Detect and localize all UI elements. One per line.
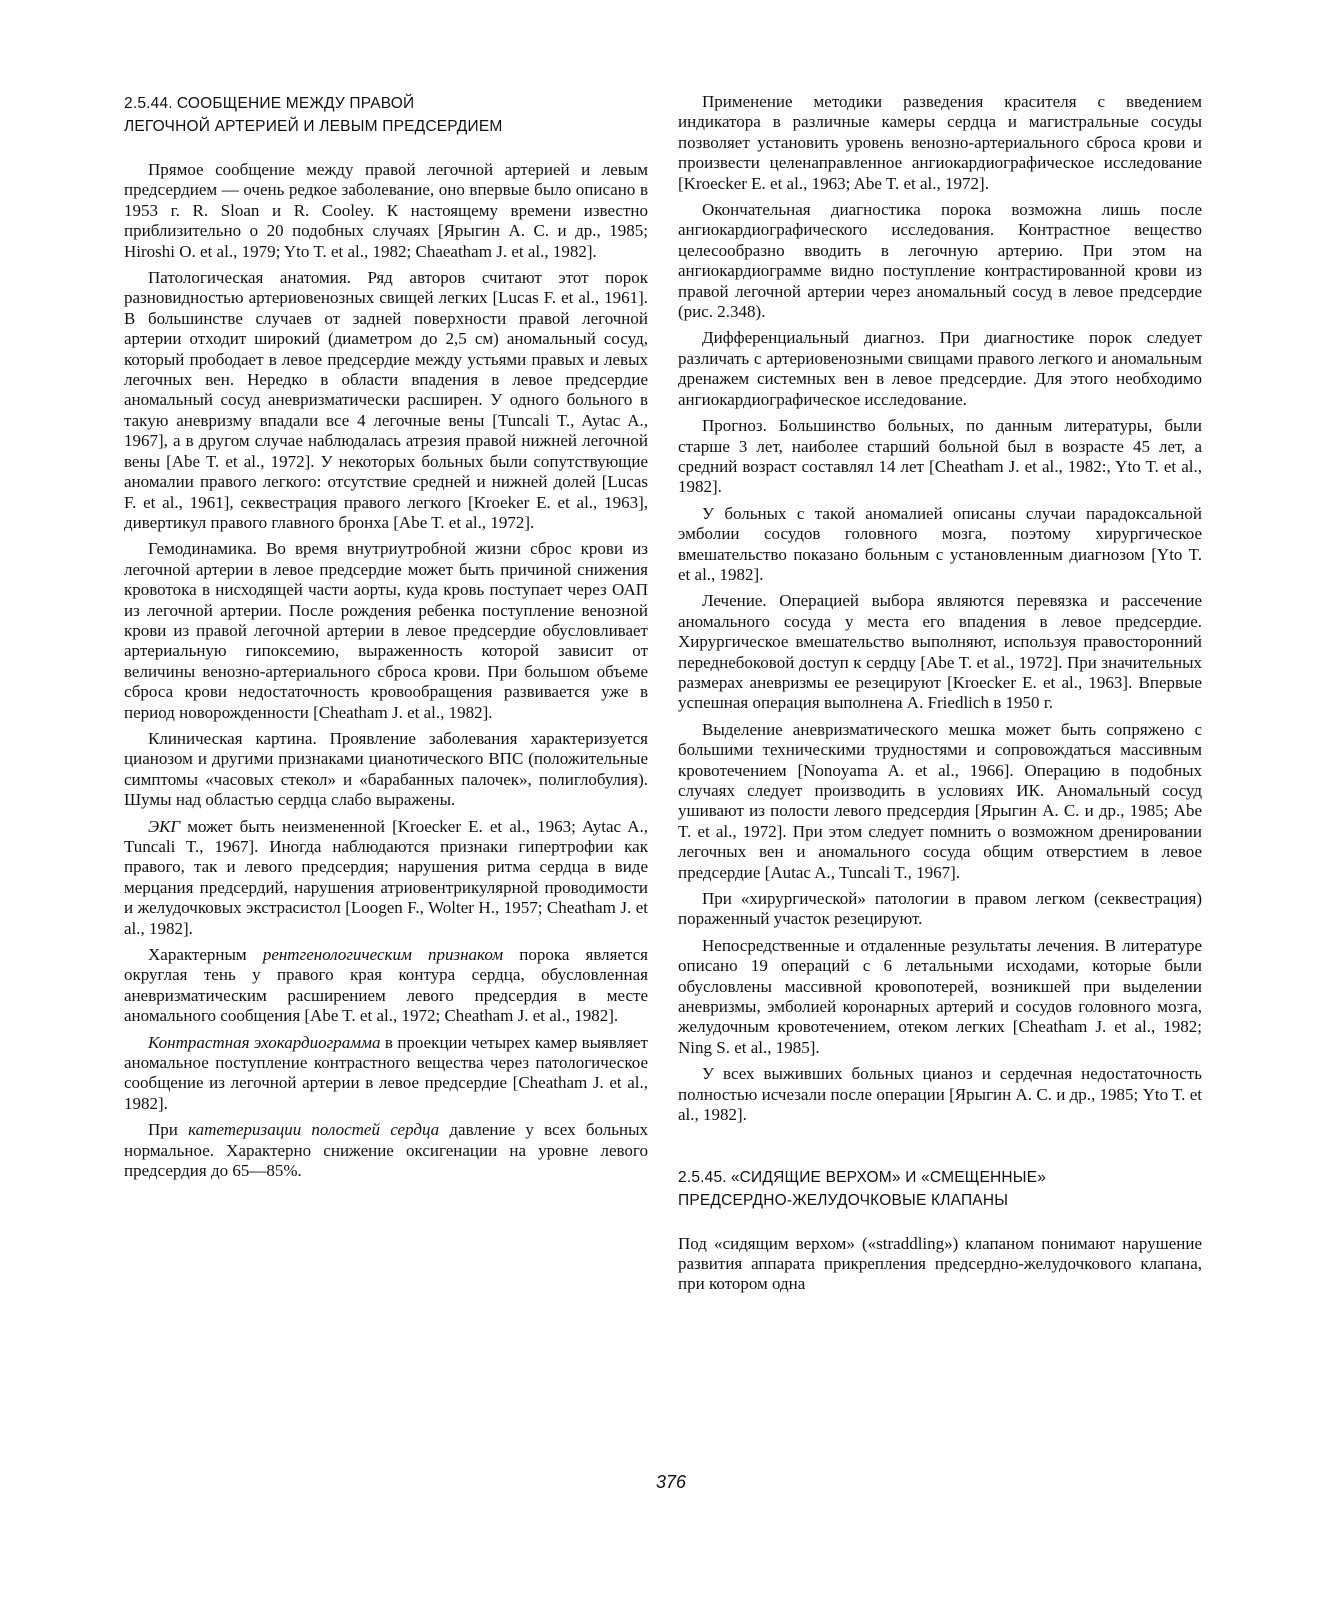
page-number: 376 (655, 1472, 687, 1492)
paragraph: Гемодинамика. Во время внутриутробной жизни сброс крови из легочной артерии в левое предсердие может быть причиной снижения кровотока в нисходящей части аорты, куда кровь поступает через ОАП из легочной артерии. После рождения ребенка поступление венозной крови из правой легочной артерии в левое предсердие обусловливает артериальную гипоксемию, выраженность которой зависит от величины венозно-артериального сброса крови. При большом объеме сброса крови недостаточность кровообращения развивается уже в период новорожденности [Cheatham J. et al., 1982]. (124, 539, 648, 722)
section-number: 2.5.44. (124, 95, 173, 112)
right-column (678, 92, 1202, 1301)
heading-line-2: ПРЕДСЕРДНО-ЖЕЛУДОЧКОВЫЕ КЛАПАНЫ (678, 1191, 1009, 1209)
paragraph: Клиническая картина. Проявление заболевания характеризуется цианозом и другими признаками цианотического ВПС (положительные симптомы «часовых стекол» и «барабанных палочек», полиглобулия). Шумы над областью сердца слабо выражены. (124, 728, 648, 810)
paragraph: ЭКГ может быть неизмененной [Kroecker E. et al., 1963; Aytac A., Tuncali T., 1967]. Иногда наблюдаются признаки гипертрофии как правого, так и левого предсердия; нарушения ритма сердца в виде мерцания предсердий, нарушения атриовентрикулярной проводимости и желудочковых экстрасистол [Loogen F., Wolter H., 1957; Cheatham J. et al., 1982]. (124, 816, 648, 938)
paragraph: Окончательная диагностика порока возможна лишь после ангиокардиографического исследования. Контрастное вещество целесообразно вводить в легочную артерию. При этом на ангиокардиограмме видно поступление контрастированной крови из правой легочной артерии через аномальный сосуд в левое предсердие (рис. 2.348). (678, 200, 1202, 322)
paragraph: Характерным рентгенологическим признаком порока является округлая тень у правого края контура сердца, обусловленная аневризматическим расширением левого предсердия в месте аномального сообщения [Abe T. et al., 1972; Cheatham J. et al., 1982]. (124, 945, 648, 1026)
left-column (124, 92, 648, 1188)
paragraph: Дифференциальный диагноз. При диагностике порок следует различать с артериовенозными свищами правого легкого и аномальным дренажем системных вен в левое предсердие. Для этого необходимо ангиокардиографическое исследование. (678, 328, 1202, 409)
paragraph: Патологическая анатомия. Ряд авторов считают этот порок разновидностью артериовенозных свищей легких [Lucas F. et al., 1961]. В большинстве случаев от задней поверхности правой легочной артерии отходит широкий (диаметром до 2,5 см) аномальный сосуд, который прободает в левое предсердие между устьями правых и левых легочных вен. Нередко в области впадения в левое предсердие аномальный сосуд аневризматически расширен. У одного больного в такую аневризму впадали все 4 легочные вены [Tuncali T., Aytac A., 1967], а в другом случае наблюдалась атрезия правой нижней легочной вены [Abe T. et al., 1972]. У некоторых больных были сопутствующие аномалии правого легкого: отсутствие средней и нижней долей [Lucas F. et al., 1961], секвестрация правого легкого [Kroeker E. et al., 1963], дивертикул правого главного бронха [Abe T. et al., 1972]. (124, 268, 648, 532)
heading-line-1: «СИДЯЩИЕ ВЕРХОМ» И «СМЕЩЕННЫЕ» (730, 1168, 1047, 1186)
heading-line-2: ЛЕГОЧНОЙ АРТЕРИЕЙ И ЛЕВЫМ ПРЕДСЕРДИЕМ (124, 118, 503, 135)
italic-term: катетеризации полостей сердца (188, 1120, 440, 1140)
paragraph: При катетеризации полостей сердца давление у всех больных нормальное. Характерно снижение оксигенации на уровне левого предсердия до 65—85%. (124, 1120, 648, 1181)
paragraph: У всех выживших больных цианоз и сердечная недостаточность полностью исчезали после операции [Ярыгин А. С. и др., 1985; Yto T. et al., 1982]. (678, 1064, 1202, 1125)
section-number: 2.5.45. (678, 1168, 727, 1186)
paragraph: Контрастная эхокардиограмма в проекции четырех камер выявляет аномальное поступление контрастного вещества через патологическое сообщение из легочной артерии в левое предсердие [Cheatham J. et al., 1982]. (124, 1032, 648, 1113)
section-heading-2-5-45 (678, 1166, 1202, 1212)
paragraph: Под «сидящим верхом» («straddling») клапаном понимают нарушение развития аппарата прикрепления предсердно-желудочкового клапана, при котором одна (678, 1233, 1202, 1294)
paragraph: Непосредственные и отдаленные результаты лечения. В литературе описано 19 операций с 6 летальными исходами, которые были обусловлены массивной кровопотерей, возникшей при выделении аневризмы, эмболией коронарных артерий и сосудов головного мозга, желудочным кровотечением, отеком легких [Cheatham J. et al., 1982; Ning S. et al., 1985]. (678, 935, 1202, 1057)
italic-term: рентгенологическим признаком (262, 945, 504, 965)
italic-term: ЭКГ (148, 816, 181, 836)
paragraph: Выделение аневризматического мешка может быть сопряжено с большими техническими трудностями и сопровождаться массивным кровотечением [Nonoyama A. et al., 1966]. Операцию в подобных случаях следует производить в условиях ИК. Аномальный сосуд ушивают из полости левого предсердия [Ярыгин А. С. и др., 1985; Abe T. et al., 1972]. При этом следует помнить о возможном дренировании легочных вен и аномального сосуда общим отверстием в левое предсердие [Autac A., Tuncali T., 1967]. (678, 719, 1202, 882)
paragraph: Прогноз. Большинство больных, по данным литературы, были старше 3 лет, наиболее старший больной был в возрасте 45 лет, а средний возраст составлял 14 лет [Cheatham J. et al., 1982:, Yto T. et al., 1982]. (678, 416, 1202, 497)
paragraph: При «хирургической» патологии в правом легком (секвестрация) пораженный участок резецируют. (678, 889, 1202, 929)
italic-term: Контрастная эхокардиограмма (148, 1032, 381, 1052)
paragraph: Применение методики разведения красителя с введением индикатора в различные камеры сердца и магистральные сосуды позволяет установить уровень венозно-артериального сброса крови и произвести целенаправленное ангиокардиографическое исследование [Kroecker E. et al., 1963; Abe T. et al., 1972]. (678, 92, 1202, 193)
paragraph: Лечение. Операцией выбора являются перевязка и рассечение аномального сосуда у места его впадения в левое предсердие. Хирургическое вмешательство выполняют, используя правосторонний переднебоковой доступ к сердцу [Abe T. et al., 1972]. При значительных размерах аневризмы ее резецируют [Kroecker E. et al., 1963]. Впервые успешная операция выполнена A. Friedlich в 1950 г. (678, 591, 1202, 713)
paragraph: Прямое сообщение между правой легочной артерией и левым предсердием — очень редкое заболевание, оно впервые было описано в 1953 г. R. Sloan и R. Cooley. К настоящему времени известно приблизительно о 20 подобных случаях [Ярыгин А. С. и др., 1985; Hiroshi O. et al., 1979; Yto T. et al., 1982; Chaeatham J. et al., 1982]. (124, 160, 648, 261)
heading-line-1: СООБЩЕНИЕ МЕЖДУ ПРАВОЙ (176, 95, 415, 112)
section-heading-2-5-44 (124, 92, 648, 138)
paragraph: У больных с такой аномалией описаны случаи парадоксальной эмболии сосудов головного мозга, поэтому хирургическое вмешательство показано больным с установленным диагнозом [Yto T. et al., 1982]. (678, 503, 1202, 584)
